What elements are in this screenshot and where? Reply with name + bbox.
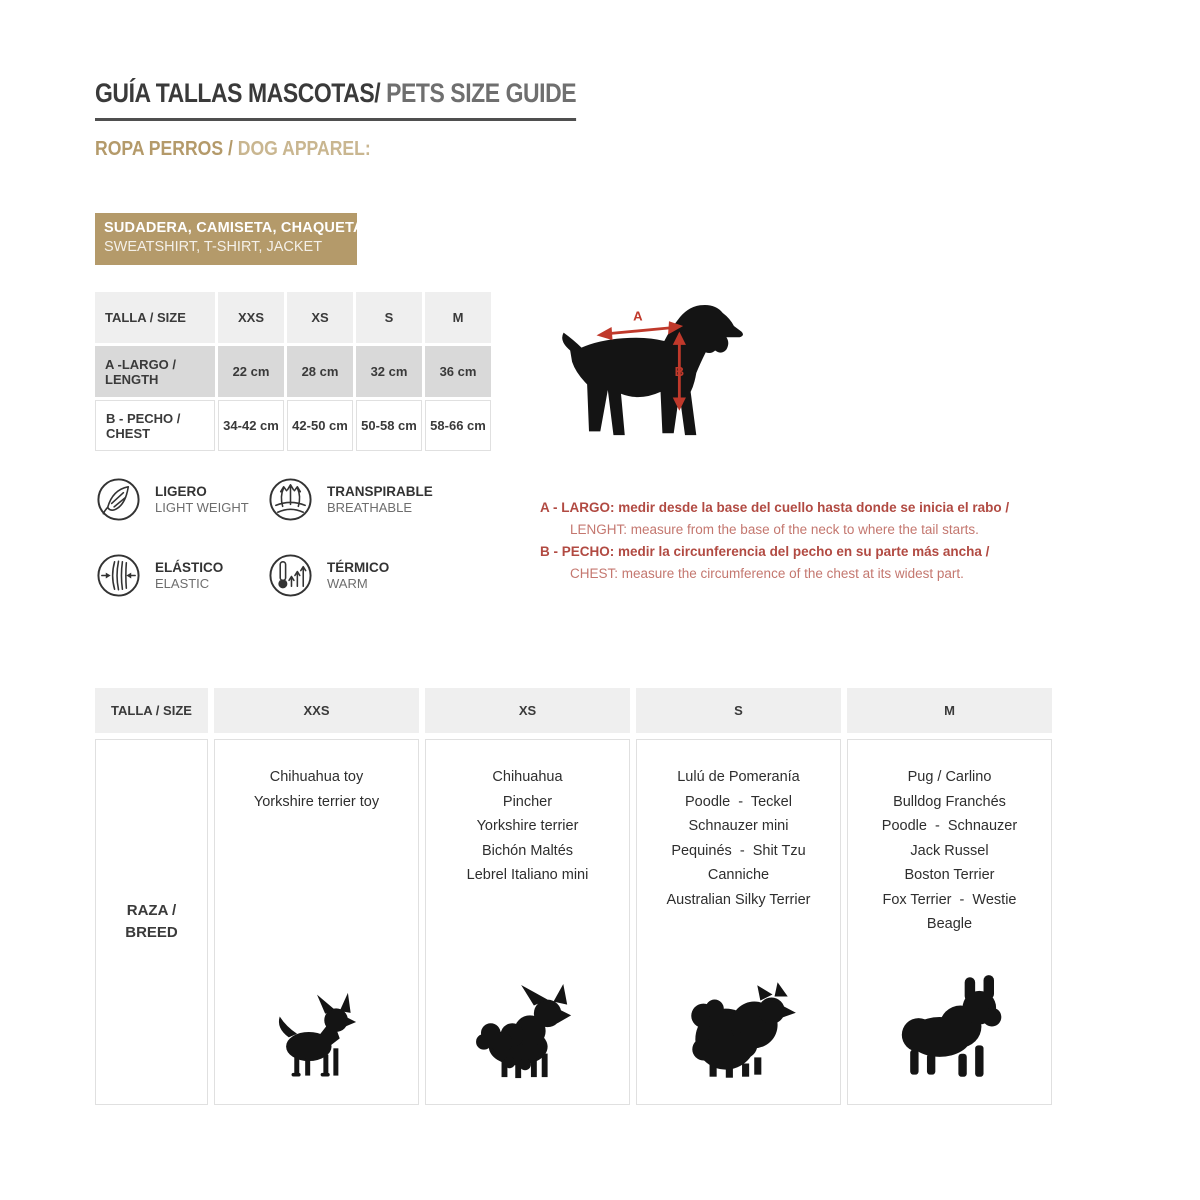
page-title-es: GUÍA TALLAS MASCOTAS/ (95, 78, 381, 108)
feature-name-es: TRANSPIRABLE (327, 484, 433, 499)
page-subtitle (95, 138, 371, 161)
feature-list (95, 476, 477, 599)
breed-line: Pincher (502, 793, 553, 810)
chest-value: 34-42 cm (218, 400, 284, 451)
dog-silhouette-wrap (267, 991, 367, 1082)
breed-table-header (95, 688, 1052, 733)
breed-line: Chihuahua toy (269, 769, 364, 785)
breed-line: Australian Silky Terrier (666, 891, 811, 908)
feature-labels (155, 560, 223, 591)
diagram-label-a: A (633, 308, 643, 324)
breed-header-cell: M (847, 688, 1052, 733)
breed-column-s (636, 739, 841, 1105)
size-header-cell: TALLA / SIZE (95, 292, 215, 343)
breed-list (254, 740, 379, 814)
feature-labels (327, 484, 433, 515)
breed-header-cell: S (636, 688, 841, 733)
breed-line: Schnauzer mini (688, 818, 789, 834)
breed-line: Jack Russel (910, 842, 989, 859)
page-subtitle-es: ROPA PERROS / (95, 138, 238, 160)
breed-line: Boston Terrier (904, 867, 995, 883)
breed-line: Lebrel Italiano mini (466, 867, 589, 883)
breed-line: Poodle - Schnauzer (881, 818, 1018, 834)
size-header-cell: S (356, 292, 422, 343)
size-header-cell: XS (287, 292, 353, 343)
elastic-icon (95, 552, 142, 599)
measure-notes (540, 497, 1010, 585)
note-b-en: CHEST: measure the circumference of the chest at its widest part. (570, 565, 964, 581)
length-value: 36 cm (425, 346, 491, 397)
breed-row-label (95, 739, 208, 1105)
size-header-cell: XXS (218, 292, 284, 343)
dog-silhouette-wrap (673, 980, 805, 1082)
chihuahua-silhouette (267, 991, 367, 1082)
breed-line: Bichón Maltés (481, 842, 574, 859)
breed-header-cell: XXS (214, 688, 419, 733)
feature-breathable (267, 476, 477, 523)
feature-elastic (95, 552, 267, 599)
length-value: 22 cm (218, 346, 284, 397)
feature-name-en: BREATHABLE (327, 500, 413, 515)
labrador-silhouette (548, 294, 758, 454)
chest-value: 42-50 cm (287, 400, 353, 451)
page-subtitle-en: DOG APPAREL: (237, 138, 371, 160)
breed-header-cell: TALLA / SIZE (95, 688, 208, 733)
breed-line: Pug / Carlino (907, 769, 992, 785)
breed-column-xs (425, 739, 630, 1105)
category-en: SWEATSHIRT, T-SHIRT, JACKET (104, 239, 323, 255)
dog-silhouette-wrap (469, 984, 587, 1082)
breed-list (467, 740, 589, 888)
note-b-es: B - PECHO: medir la circunferencia del pecho en su parte más ancha / (540, 544, 990, 559)
chest-value: 58-66 cm (425, 400, 491, 451)
note-a-en: LENGHT: measure from the base of the neck to where the tail starts. (570, 521, 979, 537)
feature-name-es: ELÁSTICO (155, 560, 224, 575)
breed-line: Canniche (707, 867, 770, 883)
breathable-icon (267, 476, 314, 523)
category-box (95, 213, 368, 265)
feature-name-en: ELASTIC (155, 576, 210, 591)
breed-row-label-line1: RAZA / (126, 902, 177, 919)
feature-name-es: LIGERO (155, 484, 207, 499)
note-a-es: A - LARGO: medir desde la base del cuello hasta donde se inicia el rabo / (540, 500, 1010, 515)
breed-row-label-line2: BREED (125, 924, 178, 941)
breed-line: Fox Terrier - Westie (882, 891, 1017, 908)
feature-labels (327, 560, 389, 591)
breed-line: Bulldog Franchés (893, 793, 1006, 810)
chest-arrow-b (673, 332, 686, 411)
breed-header-cell: XS (425, 688, 630, 733)
length-row-label: A -LARGO / LENGTH (95, 346, 215, 397)
feature-warm (267, 552, 477, 599)
feature-lightweight (95, 476, 267, 523)
breed-line: Yorkshire terrier (476, 818, 579, 834)
breed-line: Pequinés - Shit Tzu (671, 842, 806, 859)
dog-silhouette-wrap (887, 972, 1013, 1082)
long-haired-chihuahua-silhouette (469, 984, 587, 1082)
feature-name-en: LIGHT WEIGHT (155, 500, 249, 515)
page-title-en: PETS SIZE GUIDE (380, 78, 577, 108)
breed-table-body (95, 739, 1052, 1105)
feature-name-es: TÉRMICO (327, 560, 390, 575)
pomeranian-silhouette (673, 980, 805, 1082)
page-title (95, 78, 576, 121)
category-es: SUDADERA, CAMISETA, CHAQUETA/ (104, 220, 368, 236)
breed-column-xxs (214, 739, 419, 1105)
page-header (95, 78, 661, 121)
size-header-cell: M (425, 292, 491, 343)
chest-value: 50-58 cm (356, 400, 422, 451)
breed-line: Lulú de Pomeranía (677, 769, 800, 785)
breed-list (667, 740, 811, 912)
length-value: 28 cm (287, 346, 353, 397)
breed-line: Beagle (926, 916, 973, 932)
french-bulldog-silhouette (887, 972, 1013, 1082)
breed-line: Poodle - Teckel (685, 793, 792, 810)
breed-column-m (847, 739, 1052, 1105)
breed-line: Chihuahua (492, 769, 563, 785)
size-table (95, 292, 491, 451)
measuring-diagram (548, 294, 758, 454)
feather-icon (95, 476, 142, 523)
feature-labels (155, 484, 249, 515)
breed-list (882, 740, 1017, 937)
length-value: 32 cm (356, 346, 422, 397)
feature-name-en: WARM (327, 576, 368, 591)
breed-line: Yorkshire terrier toy (253, 793, 380, 810)
thermometer-icon (267, 552, 314, 599)
chest-row-label: B - PECHO / CHEST (95, 400, 215, 451)
diagram-label-b: B (674, 363, 685, 379)
